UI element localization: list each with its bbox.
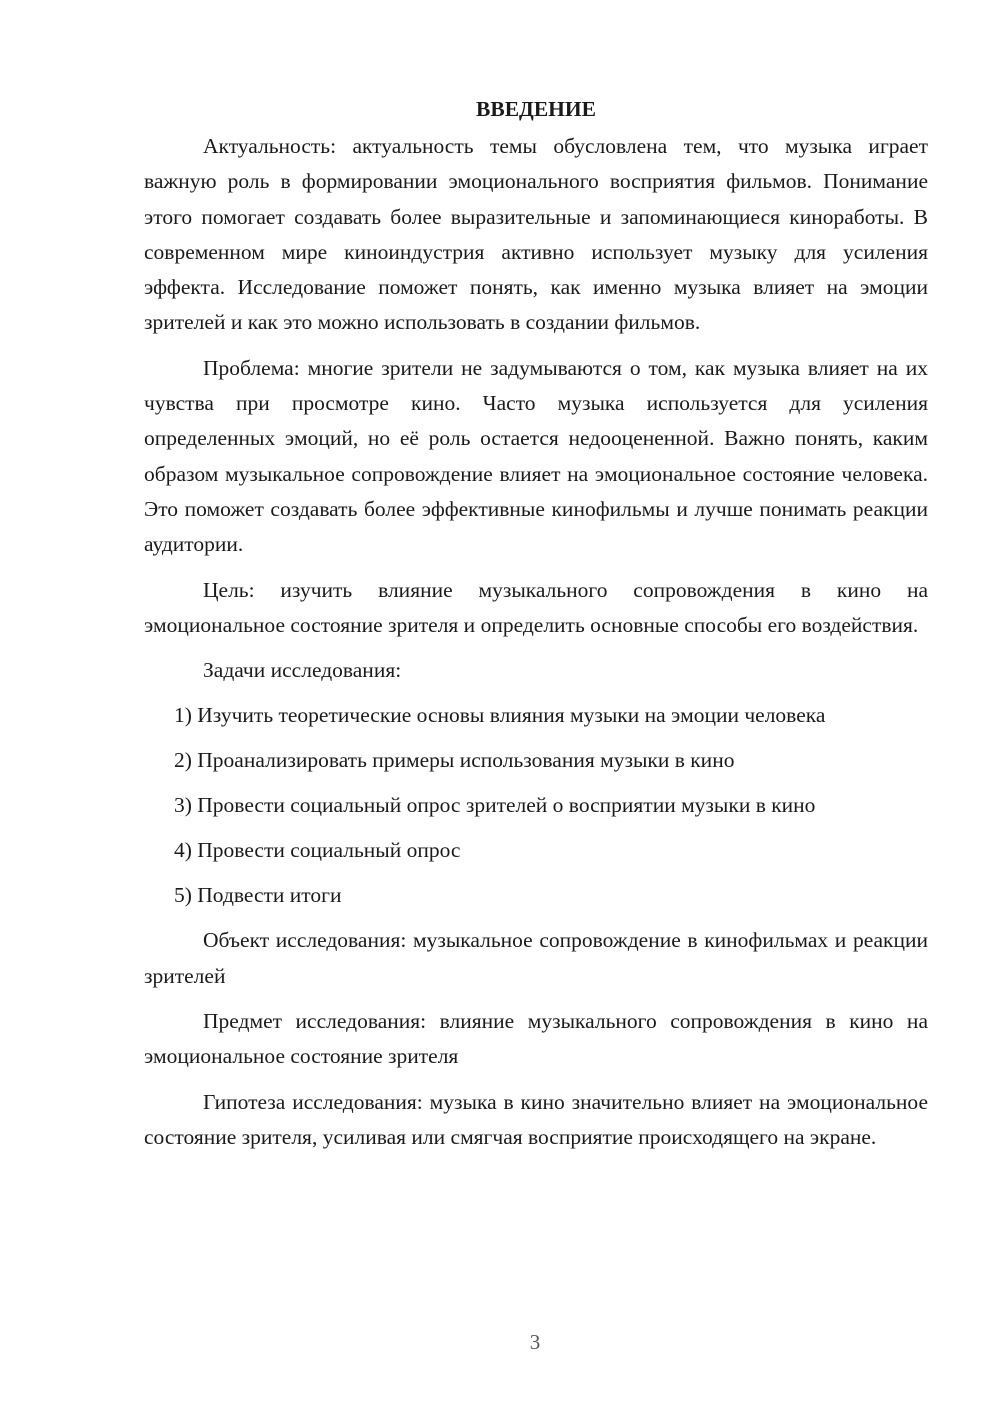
document-page bbox=[144, 92, 928, 1165]
paragraph-hypothesis: Гипотеза исследования: музыка в кино значительно влияет на эмоциональное состояние зрителя, усиливая или смягчая восприятие происходящего на экране. bbox=[144, 1089, 928, 1149]
task-item: 5) Подвести итоги bbox=[174, 883, 342, 908]
paragraph-subject: Предмет исследования: влияние музыкального сопровождения в кино на эмоциональное состояние зрителя bbox=[144, 1008, 928, 1069]
task-item: 4) Провести социальный опрос bbox=[174, 838, 461, 863]
section-title: ВВЕДЕНИЕ bbox=[476, 97, 596, 121]
task-item: 1) Изучить теоретические основы влияния музыки на эмоции человека bbox=[174, 703, 826, 728]
paragraph-object: Объект исследования: музыкальное сопровождение в кинофильмах и реакции зрителей bbox=[144, 928, 928, 988]
task-item: 3) Провести социальный опрос зрителей о восприятии музыки в кино bbox=[174, 793, 816, 818]
tasks-heading: Задачи исследования: bbox=[203, 658, 402, 683]
task-item: 2) Проанализировать примеры использования музыки в кино bbox=[174, 748, 735, 773]
page-number: 3 bbox=[529, 1330, 541, 1354]
paragraph-relevance: Актуальность: актуальность темы обусловлена тем, что музыка играет важную роль в формировании эмоционального восприятия фильмов. Понимание этого помогает создавать более выразительные и запоминающиеся киноработы. В современном мире киноиндустрия активно использует музыку для усиления эффекта. Исследование поможет понять, как именно музыка влияет на эмоции зрителей и как это можно использовать в создании фильмов. bbox=[144, 134, 928, 335]
paragraph-goal: Цель: изучить влияние музыкального сопровождения в кино на эмоциональное состояние зрителя и определить основные способы его воздействия. bbox=[144, 577, 928, 637]
tasks-list bbox=[144, 698, 928, 913]
paragraph-problem: Проблема: многие зрители не задумываются о том, как музыка влияет на их чувства при просмотре кино. Часто музыка используется для усиления определенных эмоций, но её роль остается недооцененной. Важно понять, каким образом музыкальное сопровождение влияет на эмоциональное состояние человека. Это поможет создавать более эффективные кинофильмы и лучше понимать реакции аудитории. bbox=[144, 355, 928, 557]
